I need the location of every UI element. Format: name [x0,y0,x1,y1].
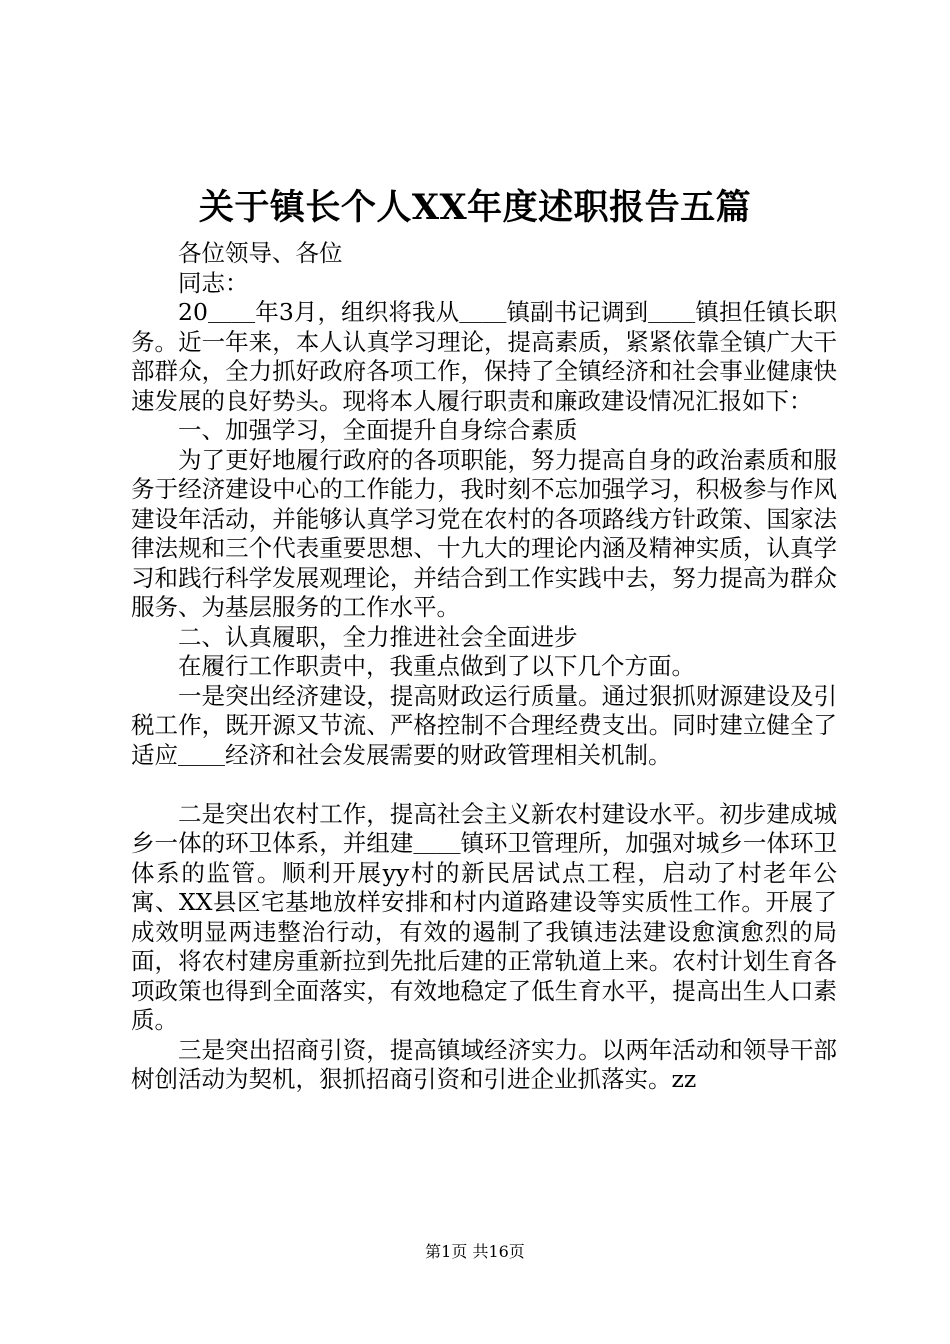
section-1-paragraph: 为了更好地履行政府的各项职能，努力提高自身的政治素质和服务于经济建设中心的工作能力，我时刻不忘加强学习，积极参与作风建设年活动，并能够认真学习党在农村的各项路线方针政策、国家法律法规和三个代表重要思想、十九大的理论内涵及精神实质，认真学习和践行科学发展观理论，并结合到工作实践中去，努力提高为群众服务、为基层服务的工作水平。 [131,445,837,621]
salutation-line-1: 各位领导、各位 [178,239,343,267]
point-3-paragraph: 三是突出招商引资，提高镇域经济实力。以两年活动和领导干部树创活动为契机，狠抓招商引资和引进企业抓落实。zz [131,1035,837,1093]
section-heading-2: 二、认真履职，全力推进社会全面进步 [178,622,578,651]
point-2-paragraph: 二是突出农村工作，提高社会主义新农村建设水平。初步建成城乡一体的环卫体系，并组建＿＿镇环卫管理所，加强对城乡一体环卫体系的监管。顺利开展yy村的新民居试点工程，启动了村老年公寓、XX县区宅基地放样安排和村内道路建设等实质性工作。开展了成效明显两违整治行动，有效的遏制了我镇违法建设愈演愈烈的局面，将农村建房重新拉到先批后建的正常轨道上来。农村计划生育各项政策也得到全面落实，有效地稳定了低生育水平，提高出生人口素质。 [131,799,837,1034]
page-number-footer: 第1页 共16页 [425,1242,525,1261]
section-heading-1: 一、加强学习，全面提升自身综合素质 [178,416,578,444]
salutation-line-2: 同志： [178,268,249,297]
intro-paragraph: 20＿＿年3月，组织将我从＿＿镇副书记调到＿＿镇担任镇长职务。近一年来，本人认真学习理论，提高素质，紧紧依靠全镇广大干部群众，全力抓好政府各项工作，保持了全镇经济和社会事业健康快速发展的良好势头。现将本人履行职责和廉政建设情况汇报如下： [131,298,837,415]
document-title: 关于镇长个人XX年度述职报告五篇 [198,187,752,228]
document-body [131,239,837,1095]
point-1-paragraph: 一是突出经济建设，提高财政运行质量。通过狠抓财源建设及引税工作，既开源又节流、严格控制不合理经费支出。同时建立健全了适应＿＿经济和社会发展需要的财政管理相关机制。 [131,681,837,769]
blank-line [131,770,837,800]
section-2-intro: 在履行工作职责中，我重点做到了以下几个方面。 [178,652,695,680]
